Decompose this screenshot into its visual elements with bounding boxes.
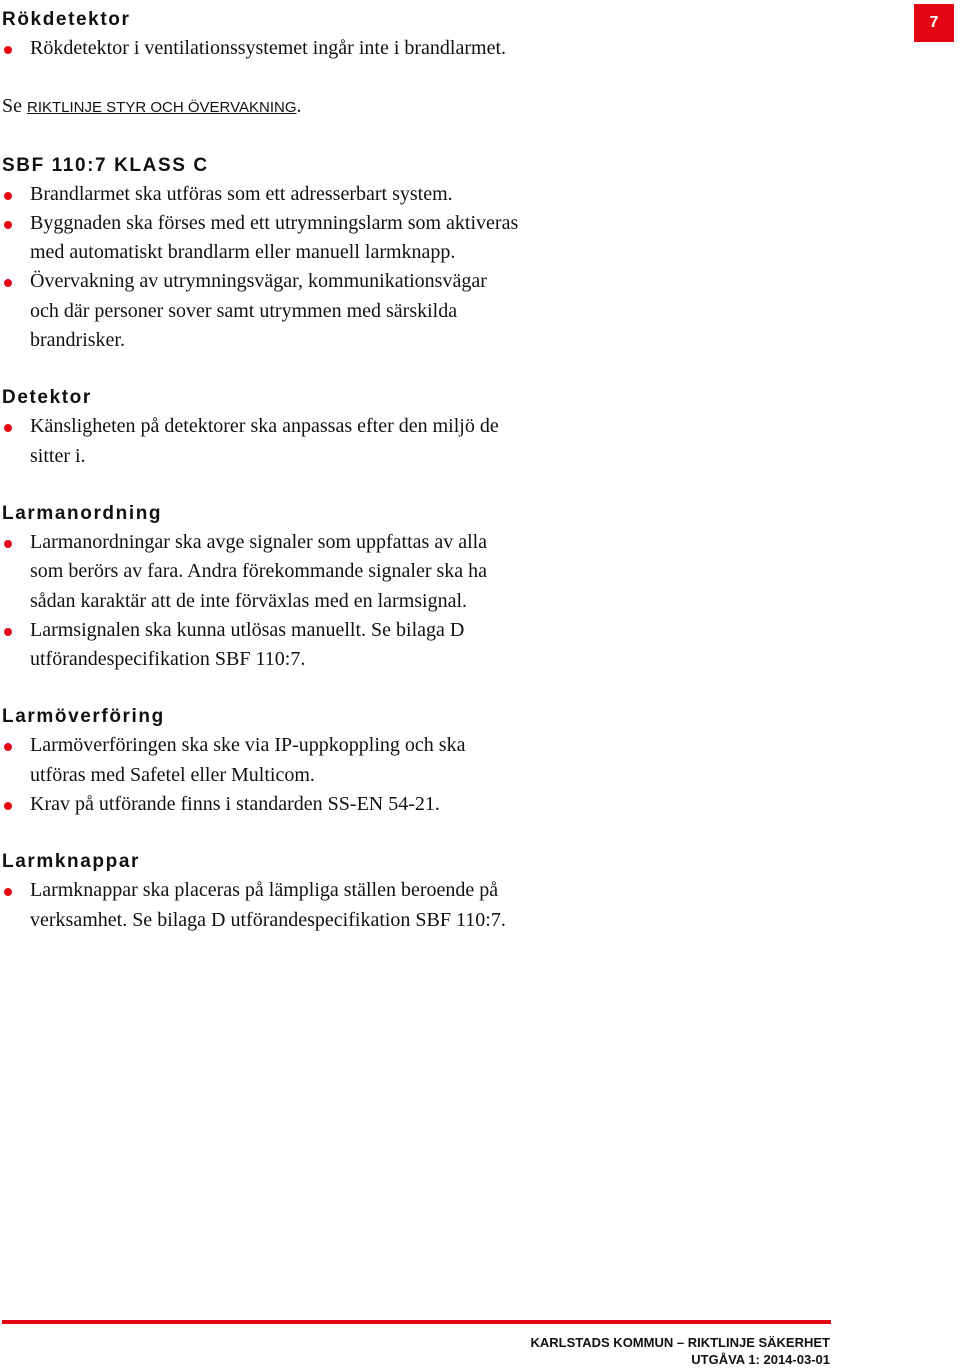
bullet-dot-icon <box>4 221 12 229</box>
section-heading: Detektor <box>2 387 92 409</box>
list-item-line: som berörs av fara. Andra förekommande signaler ska ha <box>30 560 488 583</box>
bullet-dot-icon <box>4 192 12 200</box>
section-heading: Larmknappar <box>2 851 140 873</box>
riktlinje-styr-link[interactable]: RIKTLINJE STYR OCH ÖVERVAKNING <box>27 99 297 117</box>
document-body <box>2 6 602 935</box>
list-item <box>2 180 602 209</box>
list-item-line: Larmanordningar ska avge signaler som uppfattas av alla <box>30 530 488 553</box>
section-heading: SBF 110:7 KLASS C <box>2 154 209 176</box>
list-item-line: Larmöverföringen ska ske via IP-uppkoppling och ska <box>30 734 466 757</box>
section-detektor <box>2 384 602 471</box>
footer-line-1: KARLSTADS KOMMUN – RIKTLINJE SÄKERHET <box>530 1335 830 1350</box>
list-item <box>2 876 602 935</box>
list-item <box>2 528 602 616</box>
list-item <box>2 731 602 790</box>
bullet-list <box>2 34 602 63</box>
bullet-dot-icon <box>4 540 12 548</box>
list-item-line: Brandlarmet ska utföras som ett adresserbart system. <box>30 182 453 205</box>
list-item-line: och där personer sover samt utrymmen med särskilda <box>30 299 458 322</box>
list-item-line: Byggnaden ska förses med ett utrymningslarm som aktiveras <box>30 211 519 234</box>
see-prefix: Se <box>2 95 27 118</box>
bullet-dot-icon <box>4 888 12 896</box>
section-larmoverforing <box>2 703 602 819</box>
bullet-dot-icon <box>4 743 12 751</box>
list-item-line: sådan karaktär att de inte förväxlas med en larmsignal. <box>30 589 468 612</box>
list-item-line: Övervakning av utrymningsvägar, kommunikationsvägar <box>30 270 487 293</box>
bullet-dot-icon <box>4 279 12 287</box>
list-item-line: Krav på utförande finns i standarden SS-EN 54-21. <box>30 793 440 816</box>
bullet-dot-icon <box>4 802 12 810</box>
bullet-list <box>2 731 602 819</box>
list-item-line: Känsligheten på detektorer ska anpassas efter den miljö de <box>30 415 499 438</box>
section-heading: Rökdetektor <box>2 9 131 30</box>
bullet-dot-icon <box>4 628 12 636</box>
section-sbf-klass-c <box>2 152 602 356</box>
list-item <box>2 209 602 268</box>
footer-divider <box>2 1320 831 1324</box>
section-heading: Larmanordning <box>2 502 163 524</box>
list-item-line: utförandespecifikation SBF 110:7. <box>30 648 306 671</box>
list-item-line: sitter i. <box>30 444 86 467</box>
footer-line-2: UTGÅVA 1: 2014-03-01 <box>691 1352 830 1367</box>
bullet-list <box>2 180 602 356</box>
page-number-badge: 7 <box>914 4 954 42</box>
section-larmanordning <box>2 500 602 674</box>
list-item-line: utföras med Safetel eller Multicom. <box>30 763 315 786</box>
bullet-list <box>2 876 602 935</box>
bullet-dot-icon <box>4 46 12 54</box>
list-item-line: brandrisker. <box>30 329 125 352</box>
list-item-text: Rökdetektor i ventilationssystemet ingår inte i brandlarmet. <box>30 37 506 59</box>
list-item-line: Larmsignalen ska kunna utlösas manuellt. Se bilaga D <box>30 618 465 641</box>
list-item <box>2 34 602 63</box>
page-footer <box>531 1334 831 1368</box>
bullet-list <box>2 528 602 674</box>
see-suffix: . <box>296 95 302 118</box>
list-item-line: Larmknappar ska placeras på lämpliga ställen beroende på <box>30 879 499 902</box>
list-item <box>2 267 602 355</box>
section-rokdetektor <box>2 6 602 123</box>
list-item-line: verksamhet. Se bilaga D utförandespecifikation SBF 110:7. <box>30 908 506 931</box>
section-larmknappar <box>2 848 602 935</box>
list-item <box>2 412 602 471</box>
section-heading: Larmöverföring <box>2 706 165 728</box>
list-item <box>2 616 602 675</box>
list-item <box>2 790 602 819</box>
list-item-line: med automatiskt brandlarm eller manuell larmknapp. <box>30 241 456 264</box>
bullet-dot-icon <box>4 424 12 432</box>
see-reference <box>2 92 602 122</box>
bullet-list <box>2 412 602 471</box>
